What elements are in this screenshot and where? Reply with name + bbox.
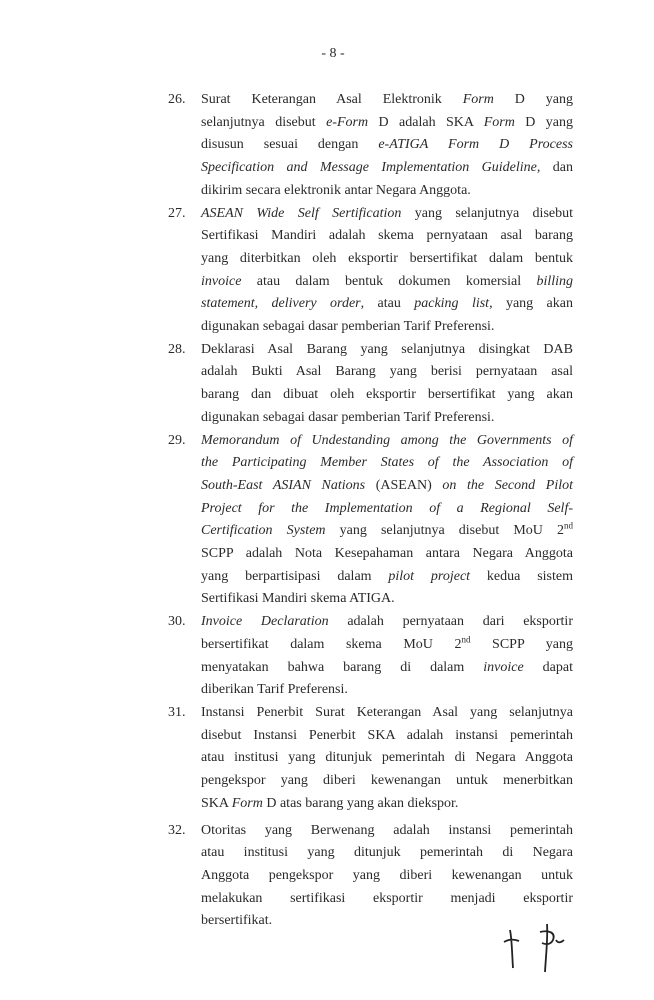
text-segment: D adalah SKA bbox=[368, 114, 484, 130]
italic-text: the Participating Member States of the Association of bbox=[201, 455, 573, 471]
text-segment: Deklarasi Asal Barang yang selanjutnya disingkat DAB bbox=[201, 341, 573, 357]
text-segment: (ASEAN) bbox=[365, 477, 443, 493]
text-segment: SKA bbox=[201, 795, 232, 811]
text-line bbox=[201, 225, 573, 248]
text-line bbox=[201, 384, 573, 407]
superscript: nd bbox=[564, 520, 573, 531]
text-line bbox=[201, 865, 573, 888]
text-segment: yang diterbitkan oleh eksportir bersertifikat dalam bentuk bbox=[201, 250, 573, 266]
italic-text: Specification and Message Implementation Guideline, bbox=[201, 160, 541, 176]
text-line bbox=[201, 407, 573, 430]
text-line bbox=[201, 566, 573, 589]
italic-text: invoice bbox=[201, 273, 242, 289]
item-number: 32. bbox=[168, 822, 186, 838]
text-segment: diberikan Tarif Preferensi. bbox=[201, 682, 348, 698]
text-segment: atau dalam bentuk dokumen komersial bbox=[241, 273, 537, 289]
text-line bbox=[201, 520, 573, 543]
text-segment: atau institusi yang ditunjuk pemerintah di Negara Anggota bbox=[201, 750, 573, 766]
item-number: 28. bbox=[168, 341, 186, 357]
text-segment: adalah pernyataan dari eksportir bbox=[328, 614, 573, 630]
text-line bbox=[201, 611, 573, 634]
italic-text: Form bbox=[462, 92, 494, 107]
text-segment: Sertifikasi Mandiri adalah skema pernyataan asal barang bbox=[201, 228, 573, 244]
text-segment: kedua sistem bbox=[470, 568, 573, 584]
text-line bbox=[201, 203, 573, 226]
text-segment: yang berpartisipasi dalam bbox=[201, 568, 389, 584]
text-line bbox=[201, 430, 573, 453]
text-line bbox=[201, 475, 573, 498]
text-segment: digunakan sebagai dasar pemberian Tarif Preferensi. bbox=[201, 319, 495, 335]
italic-text: Form bbox=[483, 114, 515, 130]
initials-signature bbox=[500, 918, 575, 978]
text-segment: Sertifikasi Mandiri skema ATIGA. bbox=[201, 591, 395, 607]
text-segment: Surat Keterangan Asal Elektronik bbox=[201, 92, 463, 107]
text-line bbox=[201, 543, 573, 566]
definition-item bbox=[168, 89, 578, 203]
text-segment: , atau bbox=[360, 296, 415, 312]
text-segment: Otoritas yang Berwenang adalah instansi pemerintah bbox=[201, 822, 573, 838]
italic-text: e-Form bbox=[326, 114, 369, 130]
text-segment: dapat bbox=[523, 659, 574, 675]
text-line bbox=[201, 498, 573, 521]
italic-text: Project for the Implementation of a Regional Self- bbox=[201, 500, 573, 516]
text-segment: yang selanjutnya disebut MoU 2 bbox=[325, 523, 564, 539]
item-number: 30. bbox=[168, 614, 186, 630]
text-segment: atau institusi yang ditunjuk pemerintah di Negara bbox=[201, 845, 573, 861]
italic-text: Invoice Declaration bbox=[201, 614, 329, 630]
definition-item bbox=[168, 339, 578, 430]
text-line bbox=[201, 271, 573, 294]
text-line bbox=[201, 657, 573, 680]
superscript: nd bbox=[461, 634, 471, 645]
text-line bbox=[201, 842, 573, 865]
definition-item bbox=[168, 702, 578, 816]
text-segment: D yang bbox=[514, 114, 573, 130]
definition-item bbox=[168, 611, 578, 702]
text-line bbox=[201, 820, 573, 843]
italic-text: billing bbox=[536, 273, 573, 289]
text-segment: yang selanjutnya disebut bbox=[401, 205, 573, 221]
text-segment: disusun sesuai dengan bbox=[201, 137, 379, 153]
text-line bbox=[201, 634, 573, 657]
text-line bbox=[201, 770, 573, 793]
text-line bbox=[201, 725, 573, 748]
text-segment: barang dan dibuat oleh eksportir bersertifikat yang akan bbox=[201, 387, 573, 403]
text-segment: Anggota pengekspor yang diberi kewenangan untuk bbox=[201, 867, 573, 883]
text-segment: bersertifikat. bbox=[201, 913, 273, 929]
definition-item bbox=[168, 430, 578, 612]
italic-text: ASEAN Wide Self Sertification bbox=[201, 205, 402, 221]
text-segment: adalah Bukti Asal Barang yang berisi pernyataan asal bbox=[201, 364, 573, 380]
text-segment: SCPP adalah Nota Kesepahaman antara Negara Anggota bbox=[201, 546, 573, 562]
text-line bbox=[201, 679, 573, 702]
text-segment: disebut Instansi Penerbit SKA adalah instansi pemerintah bbox=[201, 727, 573, 743]
italic-text: pilot project bbox=[388, 568, 471, 584]
text-line bbox=[201, 888, 573, 911]
text-line bbox=[201, 747, 573, 770]
text-segment: menyatakan bahwa barang di dalam bbox=[201, 659, 484, 675]
text-line bbox=[201, 793, 573, 816]
italic-text: packing list bbox=[414, 296, 490, 312]
text-line bbox=[201, 452, 573, 475]
text-segment: , yang akan bbox=[489, 296, 573, 312]
text-line bbox=[201, 339, 573, 362]
text-segment: Instansi Penerbit Surat Keterangan Asal yang selanjutnya bbox=[201, 704, 573, 720]
text-segment: dan bbox=[540, 160, 573, 176]
text-segment: SCPP yang bbox=[470, 636, 574, 652]
text-line bbox=[201, 89, 573, 112]
italic-text: invoice bbox=[483, 659, 524, 675]
text-line bbox=[201, 112, 573, 135]
page-number: - 8 - bbox=[321, 46, 345, 61]
text-line bbox=[201, 588, 573, 611]
text-segment: D atas barang yang akan diekspor. bbox=[262, 795, 459, 811]
text-line bbox=[201, 293, 573, 316]
item-number: 27. bbox=[168, 205, 186, 221]
item-number: 29. bbox=[168, 432, 186, 448]
italic-text: Form bbox=[231, 795, 263, 811]
text-line bbox=[201, 361, 573, 384]
definition-item bbox=[168, 820, 578, 934]
definition-list bbox=[168, 89, 578, 933]
item-number: 26. bbox=[168, 92, 186, 107]
text-line bbox=[201, 134, 573, 157]
italic-text: Certification System bbox=[201, 523, 326, 539]
text-segment: selanjutnya disebut bbox=[201, 114, 327, 130]
text-segment: digunakan sebagai dasar pemberian Tarif Preferensi. bbox=[201, 409, 495, 425]
italic-text: e-ATIGA Form D Process bbox=[378, 137, 573, 153]
italic-text: statement, delivery order bbox=[201, 296, 361, 312]
text-line bbox=[201, 157, 573, 180]
text-segment: melakukan sertifikasi eksportir menjadi eksportir bbox=[201, 890, 573, 906]
italic-text: Memorandum of Undestanding among the Governments of bbox=[201, 432, 573, 448]
italic-text: on the Second Pilot bbox=[442, 477, 573, 493]
text-segment: bersertifikat dalam skema MoU 2 bbox=[201, 636, 462, 652]
text-segment: dikirim secara elektronik antar Negara Anggota. bbox=[201, 182, 471, 198]
text-line bbox=[201, 702, 573, 725]
definition-item bbox=[168, 203, 578, 339]
text-line bbox=[201, 248, 573, 271]
text-segment: pengekspor yang diberi kewenangan untuk menerbitkan bbox=[201, 773, 573, 789]
text-line bbox=[201, 180, 573, 203]
item-number: 31. bbox=[168, 704, 186, 720]
italic-text: South-East ASIAN Nations bbox=[201, 477, 366, 493]
text-line bbox=[201, 316, 573, 339]
text-segment: D yang bbox=[493, 92, 573, 107]
